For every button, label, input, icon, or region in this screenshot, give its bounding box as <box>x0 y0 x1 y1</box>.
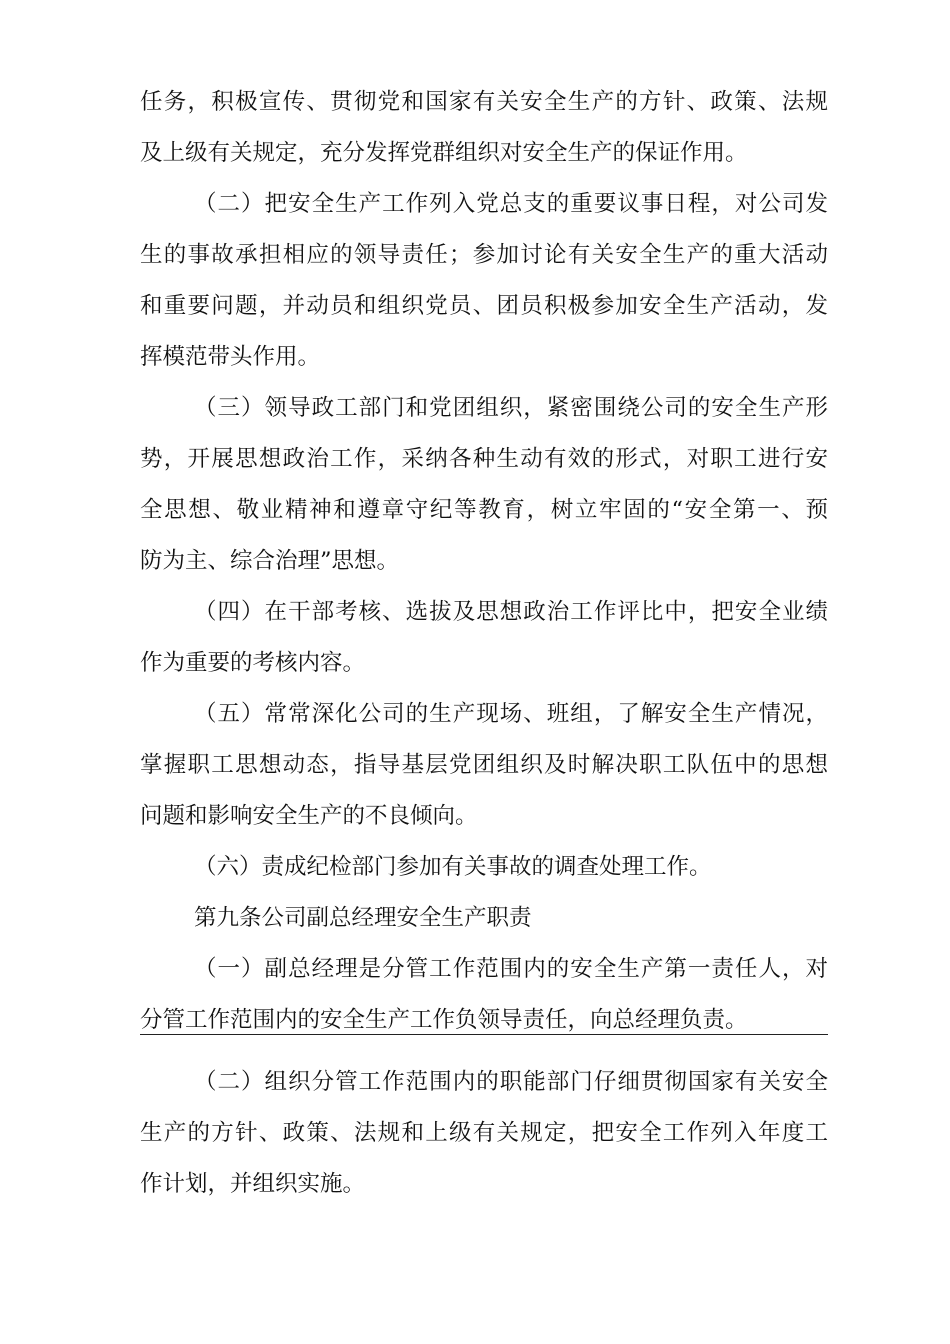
text-line: 和重要问题，并动员和组织党员、团员积极参加安全生产活动，发 <box>140 293 828 319</box>
text-line: （一）副总经理是分管工作范围内的安全生产第一责任人，对 <box>194 956 828 982</box>
text-line: （二）组织分管工作范围内的职能部门仔细贯彻国家有关安全 <box>194 1069 828 1095</box>
page-divider <box>140 1034 828 1035</box>
text-line: 问题和影响安全生产的不良倾向。 <box>140 803 478 829</box>
text-line: 全思想、敬业精神和遵章守纪等教育，树立牢固的“安全第一、预 <box>140 497 828 523</box>
text-line: 作计划，并组织实施。 <box>140 1171 366 1197</box>
text-line: 任务，积极宣传、贯彻党和国家有关安全生产的方针、政策、法规 <box>140 89 828 115</box>
text-line: 分管工作范围内的安全生产工作负领导责任，向总经理负责。 <box>140 1007 748 1033</box>
text-line: 挥模范带头作用。 <box>140 344 321 370</box>
text-line: 及上级有关规定，充分发挥党群组织对安全生产的保证作用。 <box>140 140 748 166</box>
text-line: 生的事故承担相应的领导责任；参加讨论有关安全生产的重大活动 <box>140 242 828 268</box>
text-line: （四）在干部考核、选拔及思想政治工作评比中，把安全业绩 <box>194 599 828 625</box>
text-line: 作为重要的考核内容。 <box>140 650 366 676</box>
text-line: 防为主、综合治理”思想。 <box>140 548 400 574</box>
text-line: （二）把安全生产工作列入党总支的重要议事日程，对公司发 <box>194 191 828 217</box>
text-line: 生产的方针、政策、法规和上级有关规定，把安全工作列入年度工 <box>140 1120 828 1146</box>
text-line: （五）常常深化公司的生产现场、班组，了解安全生产情况， <box>194 701 828 727</box>
text-line: （三）领导政工部门和党团组织，紧密围绕公司的安全生产形 <box>194 395 828 421</box>
section-heading: 第九条公司副总经理安全生产职责 <box>194 905 532 931</box>
text-line: （六）责成纪检部门参加有关事故的调查处理工作。 <box>194 854 712 880</box>
text-block-lower <box>140 1057 828 1210</box>
text-line: 势，开展思想政治工作，采纳各种生动有效的形式，对职工进行安 <box>140 446 828 472</box>
text-line: 掌握职工思想动态，指导基层党团组织及时解决职工队伍中的思想 <box>140 752 828 778</box>
text-block-upper <box>140 77 828 1046</box>
